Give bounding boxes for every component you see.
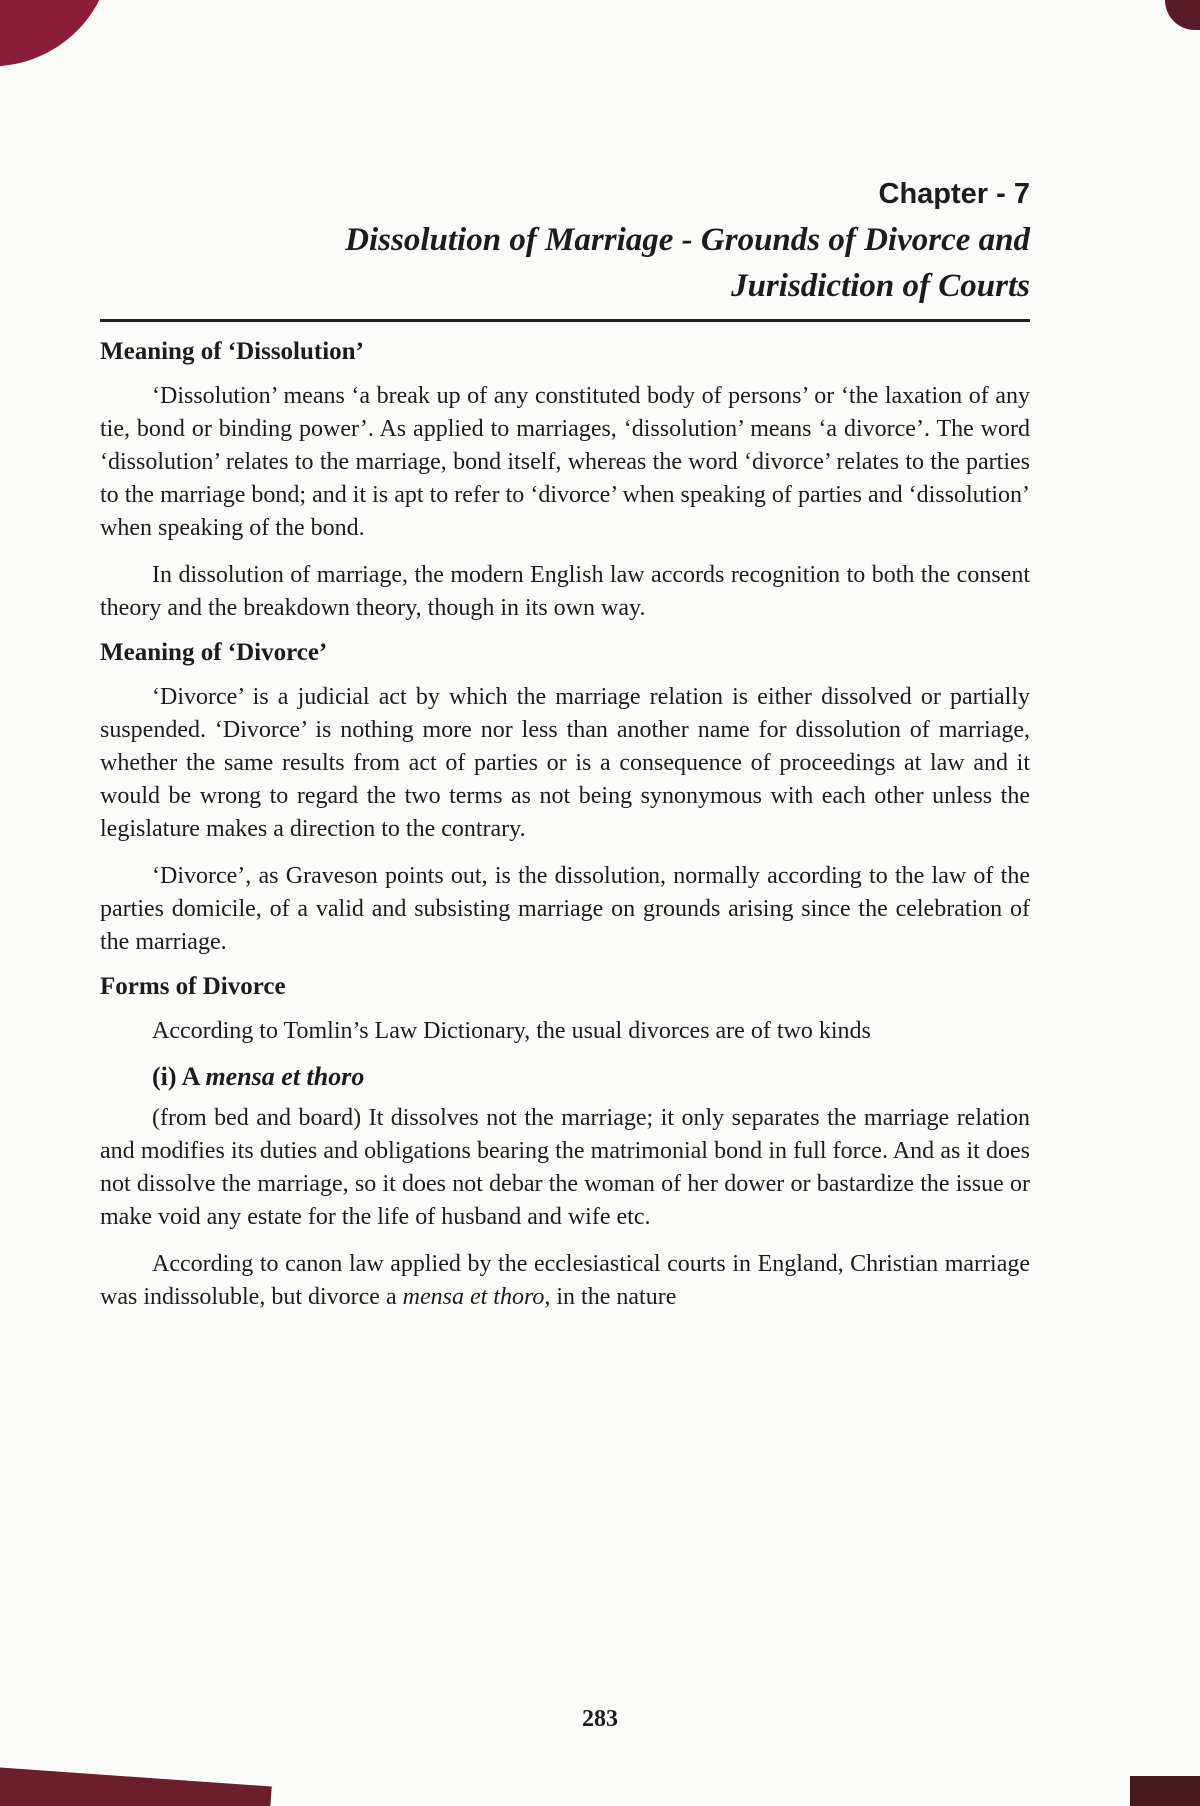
paragraph-divorce-graveson: ‘Divorce’, as Graveson points out, is the dissolution, normally according to the law of the parties domicile, of a valid and subsisting marriage on grounds arising since the celebration of the marriage. — [100, 863, 1030, 955]
page-number: 283 — [582, 1706, 618, 1732]
subheading-term: mensa et thoro — [205, 1062, 365, 1091]
paragraph-bed-and-board: (from bed and board) It dissolves not the marriage; it only separates the marriage relation and modifies its duties and obligations bearing the matrimonial bond in full force. And as it does not dissolve the marriage, so it does not debar the woman of her dower or bastardize the issue or make void any estate for the life of husband and wife etc. — [100, 1105, 1030, 1230]
subheading-prefix: (i) A — [152, 1062, 206, 1091]
chapter-title-line2: Jurisdiction of Courts — [731, 268, 1030, 304]
subheading-mensa-et-thoro — [152, 1062, 1030, 1092]
heading-meaning-of-divorce: Meaning of ‘Divorce’ — [100, 639, 328, 666]
paragraph-dissolution-english-law: In dissolution of marriage, the modern English law accords recognition to both the consent theory and the breakdown theory, though in its own way. — [100, 562, 1030, 621]
canon-law-text-before: According to canon law applied by the ecclesiastical courts in England, Christian marriage was indissoluble, but divorce a — [100, 1251, 1030, 1310]
canon-law-term: mensa et thoro — [402, 1284, 545, 1310]
paragraph-tomlins-dictionary: According to Tomlin’s Law Dictionary, the usual divorces are of two kinds — [152, 1018, 871, 1044]
canon-law-text-after: , in the nature — [544, 1284, 677, 1310]
paragraph-divorce-definition: ‘Divorce’ is a judicial act by which the marriage relation is either dissolved or partially suspended. ‘Divorce’ is nothing more nor less than another name for dissolution of marriage, whether the same results from act of parties or is a consequence of proceedings at law and it would be wrong to regard the two terms as not being synonymous with each other unless the legislature makes a direction to the contrary. — [100, 684, 1030, 842]
book-cover-edge-bottom-left — [0, 1766, 272, 1806]
title-rule — [100, 319, 1030, 322]
chapter-title-line1: Dissolution of Marriage - Grounds of Divorce and — [345, 222, 1030, 258]
heading-forms-of-divorce: Forms of Divorce — [100, 973, 286, 1000]
chapter-title — [100, 217, 1030, 309]
page-content — [100, 178, 1030, 1328]
heading-meaning-of-dissolution: Meaning of ‘Dissolution’ — [100, 338, 364, 365]
paragraph-dissolution-definition: ‘Dissolution’ means ‘a break up of any constituted body of persons’ or ‘the laxation of any tie, bond or binding power’. As applied to marriages, ‘dissolution’ means ‘a divorce’. The word ‘dissolution’ relates to the marriage, bond itself, whereas the word ‘divorce’ relates to the parties to the marriage bond; and it is apt to refer to ‘divorce’ when speaking of parties and ‘dissolution’ when speaking of the bond. — [100, 383, 1030, 541]
paragraph-canon-law — [100, 1248, 1030, 1314]
book-cover-edge-top-left — [0, 0, 128, 71]
book-cover-edge-top-right — [1165, 0, 1200, 30]
chapter-label: Chapter - 7 — [878, 178, 1030, 210]
book-cover-edge-bottom-right — [1130, 1776, 1200, 1806]
